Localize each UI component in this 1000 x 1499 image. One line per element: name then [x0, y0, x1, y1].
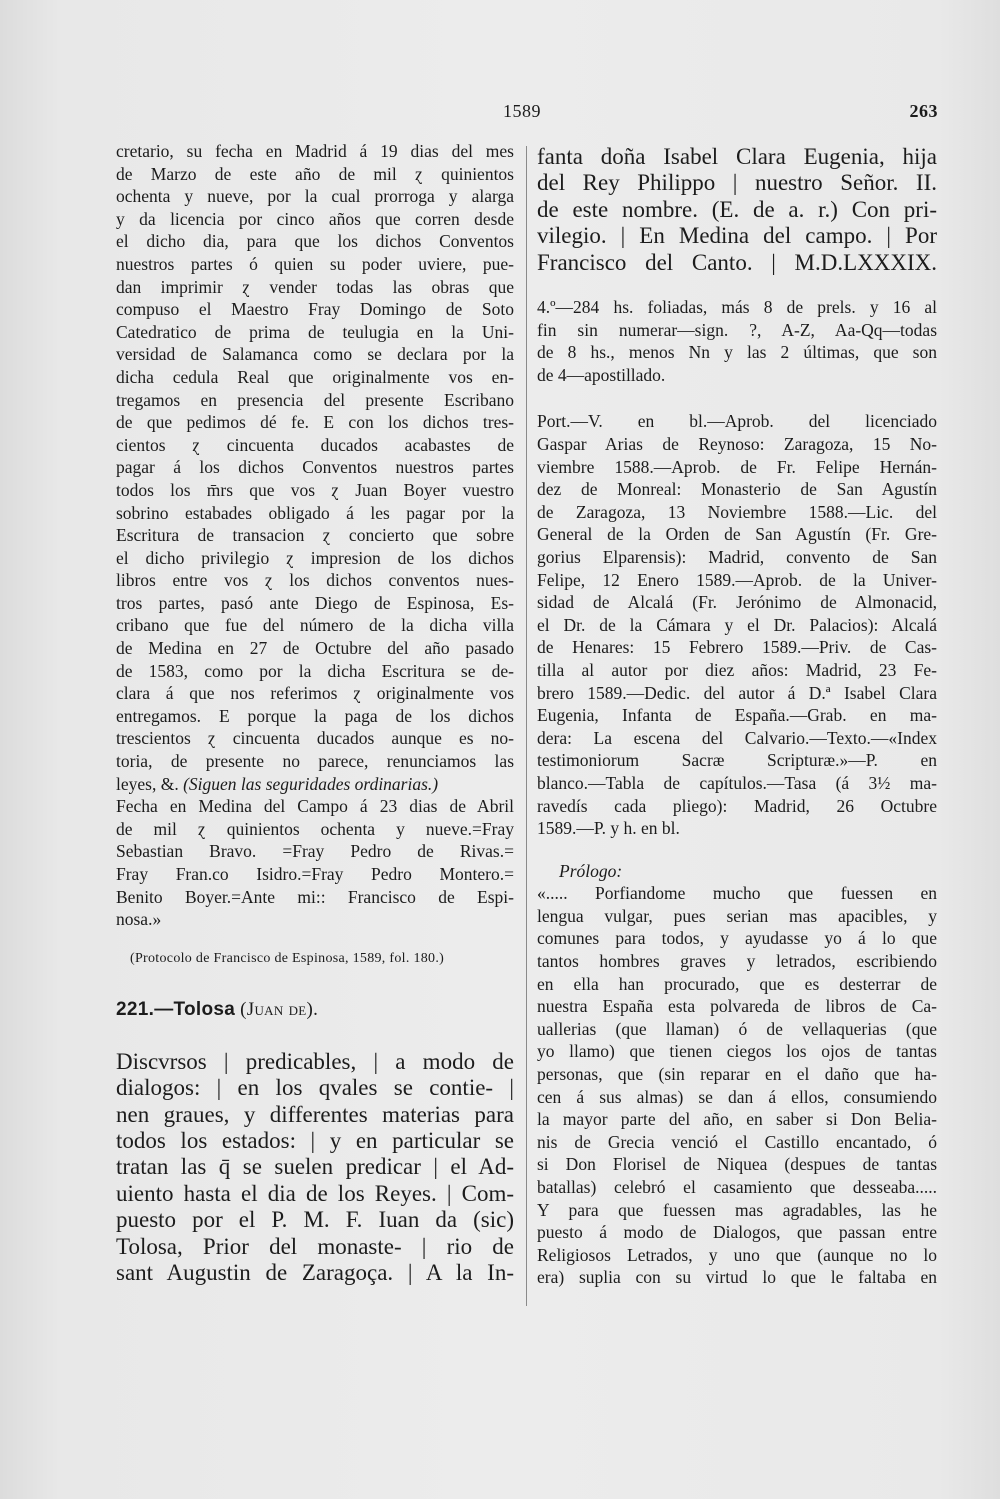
title-line: nen graues, y differentes materias para [116, 1101, 514, 1127]
prologue-line: nis de Grecia venció el Castillo encantado, ó [537, 1131, 937, 1152]
contents-line: blanco.—Tabla de capítulos.—Tasa (á 3½ ma- [537, 772, 937, 793]
contents-line: testimoniorum Sacræ Scripturæ.»—P. en [537, 750, 937, 771]
text-line: el dicho dia, para que los dichos Conventos [116, 231, 514, 252]
text-line: nuestros partes ó quien su poder uviere, pue- [116, 253, 514, 274]
text-line: Benito Boyer.=Ante mi:: Francisco de Espi- [116, 886, 514, 907]
prologue-line: puesto á modo de Dialogos, que passan entre [537, 1222, 937, 1243]
prologue-line: en ella han procurado, que es desterrar de [537, 973, 937, 994]
contents-line: gorius Elparensis): Madrid, convento de San [537, 546, 937, 567]
contents-line: General de la Orden de San Agustín (Fr. Gre- [537, 524, 937, 545]
prologue-line: uallerias (que llaman) ó de vellaquerias (que [537, 1018, 937, 1039]
prologue-text [537, 882, 937, 1289]
text-line: cretario, su fecha en Madrid á 19 dias del mes [116, 141, 514, 161]
text-line: entregamos. E porque la paga de los dichos [116, 705, 514, 726]
text-line: tros partes, pasó ante Diego de Espinosa, Es- [116, 592, 514, 613]
title-line: sant Augustin de Zaragoça. | A la In- [116, 1260, 514, 1286]
contents-line: Felipe, 12 Enero 1589.—Aprob. de la Univer- [537, 569, 937, 590]
text-line: tregamos en presencia del presente Escribano [116, 389, 514, 410]
contents-line: viembre 1588.—Aprob. de Fr. Felipe Hernán- [537, 456, 937, 477]
prologue-line: «..... Porfiandome mucho que fuessen en [537, 883, 937, 904]
text-line: pagar á los dichos Conventos nuestros partes [116, 457, 514, 478]
contents-line: de Zaragoza, 13 Noviembre 1588.—Lic. del [537, 501, 937, 522]
prologue-line: era) suplia con su virtud lo que le faltaba en [537, 1267, 937, 1288]
contents-line: el Dr. de la Cámara y el Dr. Palacios): Alcalá [537, 614, 937, 635]
text-line: libros entre vos ɀ los dichos conventos nues- [116, 570, 514, 591]
text-line: de mil ɀ quinientos ochenta y nueve.=Fray [116, 818, 514, 839]
text-line: compuso el Maestro Fray Domingo de Soto [116, 299, 514, 320]
text-line: toria, de presente no parece, renunciamos las [116, 751, 514, 772]
text-line: trescientos ɀ cincuenta ducados aunque es no- [116, 728, 514, 749]
entry-number: 221. [116, 998, 155, 1020]
prologue-line: la mayor parte del año, en saber si Don Belia- [537, 1109, 937, 1130]
text-line-with-aside [116, 773, 514, 796]
title-line: Discvrsos | predicables, | a modo de [116, 1048, 514, 1074]
text-line: Catedratico de prima de teulugia en la Uni- [116, 321, 514, 342]
text-line: Fray Fran.co Isidro.=Fray Pedro Montero.= [116, 864, 514, 884]
contents-line: Port.—V. en bl.—Aprob. del licenciado [537, 411, 937, 432]
contents-line: Eugenia, Infanta de España.—Grab. en ma- [537, 705, 937, 726]
text-line: ochenta y nueve, por la cual prorroga y alarga [116, 186, 514, 207]
title-line: todos los estados: | y en particular se [116, 1128, 514, 1153]
prologue-line: Religiosos Letrados, y uno que (aunque no lo [537, 1244, 937, 1265]
text-line: sobrino estabades obligado á les pagar por la [116, 502, 514, 523]
prologue-line: batallas) celebró el casamiento que desseaba..... [537, 1177, 937, 1197]
contents-line: 1589.—P. y h. en bl. [537, 818, 680, 839]
prologue-line: personas, que (sin reparar en el daño que ha- [537, 1064, 937, 1085]
contents-line: brero 1589.—Dedic. del autor á D.ª Isabel Clara [537, 682, 937, 703]
book-title-transcription [116, 1049, 514, 1287]
prologue-line: tantos hombres graves y letrados, escribiendo [537, 951, 937, 972]
text-line: y da licencia por cinco años que corren desde [116, 208, 514, 229]
text-fragment: leyes, &. [116, 773, 184, 794]
text-line: Fecha en Medina del Campo á 23 dias de Abril [116, 796, 514, 817]
text-line: dicha cedula Real que originalmente vos en- [116, 366, 514, 387]
prologue-label: Prólogo: [559, 860, 623, 881]
column-divider [526, 146, 527, 1306]
prologue-line: yo llamo) que tienen ciegos los ojos de tantas [537, 1041, 937, 1062]
text-line: cientos ɀ cincuenta ducados acabastes de [116, 434, 514, 455]
title-line: Tolosa, Prior del monaste- | rio de [116, 1233, 514, 1259]
italic-aside: (Siguen las seguridades ordinarias.) [183, 773, 439, 794]
text-line: de que pedimos dé fe. E con los dichos tres- [116, 412, 514, 433]
collation-line: fin sin numerar—sign. ?, A-Z, Aa-Qq—todas [537, 319, 937, 340]
text-line: clara á que nos referimos ɀ originalmente vos [116, 683, 514, 704]
entry-author-forename: (Juan de). [240, 998, 319, 1020]
text-line: el dicho privilegio ɀ impresion de los dichos [116, 547, 514, 568]
prologue-line: Y para que fuessen mas agradables, las he [537, 1199, 937, 1220]
right-column [537, 140, 937, 1289]
running-head-year: 1589 [503, 101, 541, 121]
text-line: dan imprimir ɀ vender todas las obras que [116, 276, 514, 297]
text-line: cribano que fue del número de la dicha villa [116, 615, 514, 636]
contents-description [537, 410, 937, 839]
contents-line: ravedís cada pliego): Madrid, 26 Octubre [537, 795, 937, 816]
text-line: de 1583, como por la dicha Escritura se de- [116, 660, 514, 681]
collation-line: de 8 hs., menos Nn y las 2 últimas, que son [537, 342, 937, 363]
text-line: nosa.» [116, 909, 162, 930]
title-line: dialogos: | en los qvales se contie- | [116, 1075, 514, 1101]
prologue-line: nuestra España esta polvareda de libros de Ca- [537, 996, 937, 1017]
contents-line: de Henares: 15 Febrero 1589.—Priv. de Cas- [537, 637, 937, 658]
title-line: fanta doña Isabel Clara Eugenia, hija [537, 144, 937, 169]
contents-line: dera: La escena del Calvario.—Texto.—«Index [537, 727, 937, 748]
title-line: Francisco del Canto. | M.D.LXXXIX. [537, 249, 937, 275]
prologue-line: comunes para todos, y ayudasse yo á lo que [537, 928, 937, 949]
text-line: de Medina en 27 de Octubre del año pasado [116, 638, 514, 659]
contents-line: Gaspar Arias de Reynoso: Zaragoza, 15 No- [537, 434, 937, 454]
book-title-continuation [537, 144, 937, 276]
collation-description [537, 296, 937, 386]
collation-line: de 4—apostillado. [537, 364, 666, 385]
title-line: puesto por el P. M. F. Iuan da (sic) [116, 1207, 514, 1233]
title-line: del Rey Philippo | nuestro Señor. II. [537, 170, 937, 196]
entry-heading [116, 997, 514, 1023]
text-line: todos los m̄rs que vos ɀ Juan Boyer vuestro [116, 479, 514, 500]
text-line: Sebastian Bravo. =Fray Pedro de Rivas.= [116, 841, 514, 862]
text-line: versidad de Salamanca como se declara por la [116, 344, 514, 365]
prologue-line: cen á sus almas) se dan á ellos, consumiendo [537, 1086, 937, 1107]
collation-line: 4.º—284 hs. foliadas, más 8 de prels. y 16 al [537, 297, 937, 318]
title-line: de este nombre. (E. de a. r.) Con pri- [537, 196, 937, 222]
title-line: tratan las q̄ se suelen predicar | el Ad- [116, 1154, 514, 1180]
page-number: 263 [909, 101, 938, 121]
document-letter-text [116, 140, 514, 931]
contents-line: tilla al autor por diez años: Madrid, 23 Fe- [537, 659, 937, 680]
contents-line: sidad de Alcalá (Fr. Jerónimo de Almonacid, [537, 592, 937, 613]
text-line: de Marzo de este año de mil ɀ quinientos [116, 163, 514, 184]
title-line: uiento hasta el dia de los Reyes. | Com- [116, 1180, 514, 1206]
left-column [116, 140, 514, 1286]
source-note: (Protocolo de Francisco de Espinosa, 1589, fol. 180.) [130, 950, 445, 966]
prologue-line: lengua vulgar, pues serian mas apacibles, y [537, 905, 937, 926]
title-line: vilegio. | En Medina del campo. | Por [537, 223, 937, 249]
text-line: Escritura de transacion ɀ concierto que sobre [116, 525, 514, 546]
entry-author: —Tolosa [154, 998, 236, 1020]
contents-line: dez de Monreal: Monasterio de San Agustín [537, 479, 937, 500]
prologue-line: si Don Florisel de Niquea (despues de tantas [537, 1154, 937, 1175]
